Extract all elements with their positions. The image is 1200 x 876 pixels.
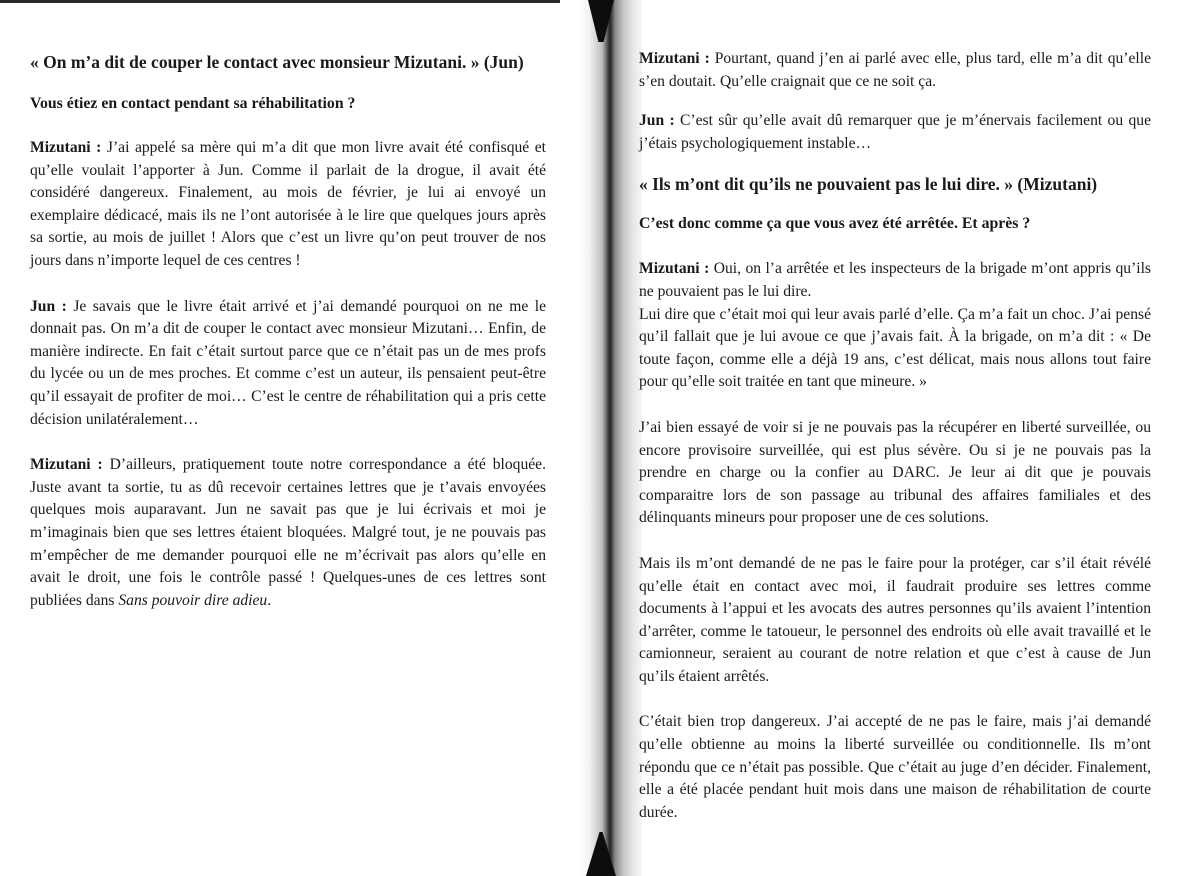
right-paragraph-6: C’était bien trop dangereux. J’ai accepté de ne pas le faire, mais j’ai demandé qu’elle obtienne au moins la liberté surveillée ou conditionnelle. Ils m’ont répondu que ce n’était pas possible. Que c’était au juge d’en décider. Finalement, elle a été placée pendant huit mois dans une maison de réhabilitation de courte durée. <box>639 713 1151 821</box>
paragraph-text: D’ailleurs, pratiquement toute notre correspondance a été bloquée. Juste avant ta sortie, tu as dû recevoir certaines lettres que je t’avais envoyées quelques mois auparavant. Jun ne savait pas que je lui écrivais et moi je m’imaginais bien que ses lettres étaient bloquées. Malgré tout, je ne pouvais pas m’empêcher de me demander pourquoi elle ne m’écrivait pas alors qu’elle en avait le droit, une fois le contrôle passé ! Quelques-unes de ces lettres sont publiées dans <box>30 456 546 609</box>
right-paragraph-3 <box>639 258 1151 394</box>
right-paragraph-4: J’ai bien essayé de voir si je ne pouvais pas la récupérer en liberté surveillée, ou encore provisoire surveillée, qui est plus sévère. Ou si je ne pouvais pas la prendre en charge ou la confier au DARC. Je leur ai dit que je pouvais comparaitre lors de son passage au tribunal des affaires familiales et des délinquants mineurs pour proposer une de ces solutions. <box>639 418 1151 527</box>
left-page <box>0 0 578 876</box>
speaker-label: Mizutani : <box>639 260 710 278</box>
speaker-label: Jun : <box>639 112 675 130</box>
paragraph-end: . <box>267 591 272 609</box>
left-paragraph-1 <box>30 137 546 273</box>
left-page-column <box>30 50 546 612</box>
right-question: C’est donc comme ça que vous avez été arrêtée. Et après ? <box>639 215 1031 233</box>
left-section-heading: « On m’a dit de couper le contact avec monsieur Mizutani. » (Jun) <box>30 52 524 72</box>
left-paragraph-3 <box>30 454 546 612</box>
right-paragraph-1 <box>639 48 1151 93</box>
paragraph-text: Oui, on l’a arrêtée et les inspecteurs de la brigade m’ont appris qu’ils ne pouvaient pas le lui dire. <box>639 260 1152 300</box>
paragraph-text: J’ai appelé sa mère qui m’a dit que mon livre avait été confisqué et qu’elle voulait l’apporter à Jun. Comme il parlait de la drogue, il avait été considéré dangereux. Finalement, au mois de février, je lui ai envoyé un exemplaire dédicacé, mais ils ne l’ont autorisée à le lire que quelques jours après sa sortie, au mois de juillet ! Alors que c’est un livre qu’on peut trouver de nos jours dans n’importe lequel de ces centres ! <box>30 139 546 269</box>
right-page <box>612 0 1200 876</box>
right-section-heading: « Ils m’ont dit qu’ils ne pouvaient pas le lui dire. » (Mizutani) <box>639 174 1098 195</box>
speaker-label: Mizutani : <box>30 456 103 474</box>
speaker-label: Jun : <box>30 297 67 315</box>
speaker-label: Mizutani : <box>30 139 102 156</box>
left-paragraph-2 <box>30 296 546 432</box>
book-title: Sans pouvoir dire adieu <box>118 591 268 609</box>
left-question: Vous étiez en contact pendant sa réhabilitation ? <box>30 95 356 112</box>
paragraph-text: Je savais que le livre était arrivé et j’ai demandé pourquoi on ne me le donnait pas. On m’a dit de couper le contact avec monsieur Mizutani… Enfin, de manière indirecte. En fait c’était surtout parce que ce n’était pas un de mes profs du lycée ou un de mes proches. Et comme c’est un auteur, ils pensaient peut-être qu’il essayait de profiter de moi… C’est le centre de réhabilitation qui a pris cette décision unilatéralement… <box>30 297 547 428</box>
paragraph-text: C’est sûr qu’elle avait dû remarquer que je m’énervais facilement ou que j’étais psychologiquement instable… <box>639 112 1152 152</box>
right-paragraph-5: Mais ils m’ont demandé de ne pas le faire pour la protéger, car s’il était révélé qu’elle était en contact avec moi, il faudrait produire ses lettres comme documents à l’appui et les avocats des autres personnes qu’ils avaient l’intention d’arrêter, comme le tatoueur, le personnel des endroits où elle avait travaillé et le camionneur, seraient au courant de notre relation et que c’est à cause de Jun qu’ils étaient arrêtés. <box>639 554 1151 685</box>
right-paragraph-2 <box>639 110 1151 155</box>
speaker-label: Mizutani : <box>639 50 710 67</box>
right-page-column <box>639 48 1151 824</box>
paragraph-continuation: Lui dire que c’était moi qui leur avais parlé d’elle. Ça m’a fait un choc. J’ai pensé qu’il fallait que je lui avoue ce que j’avais fait. À la brigade, on m’a dit : « De toute façon, comme elle a déjà 19 ans, c’est délicat, mais nous allons tout faire pour qu’elle soit traitée en tant que mineure. » <box>639 305 1151 391</box>
paragraph-text: Pourtant, quand j’en ai parlé avec elle, plus tard, elle m’a dit qu’elle s’en doutait. Qu’elle craignait que ce ne soit ça. <box>639 50 1151 90</box>
